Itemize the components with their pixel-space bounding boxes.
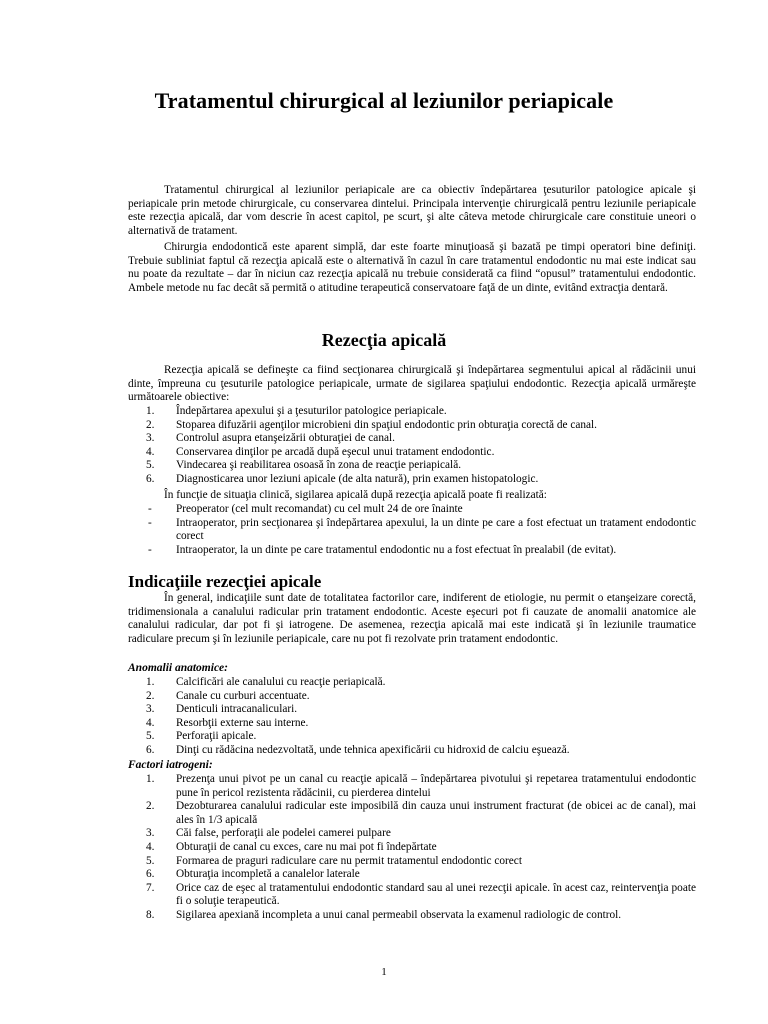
list-item: 5. Formarea de praguri radiculare care nu permit tratamentul endodontic corect (146, 854, 522, 867)
list-item: 6. Dinţi cu rădăcina nedezvoltată, unde tehnica apexificării cu hidroxid de calciu eşuează. (146, 743, 570, 756)
list-item: 2. Canale cu curburi accentuate. (146, 689, 310, 702)
iatrogeni-heading: Factori iatrogeni: (128, 759, 213, 771)
intro-paragraph-1: Tratamentul chirurgical al leziunilor periapicale are ca obiectiv îndepărtarea ţesuturilor patologice apicale şi periapicale prin metode chirurgicale, cu conservarea dintelui. Principala intervenţie chirurgicală pentru leziunile periapicale este rezecţia apicală, dar vom descrie în acest capitol, pe scurt, şi alte câteva metode chirurgicale care constituie uneori o alternativă de tratament. (128, 184, 696, 237)
list-item: - Preoperator (cel mult recomandat) cu cel mult 24 de ore înainte (148, 503, 463, 515)
list-item: 1. Îndepărtarea apexului şi a ţesuturilor patologice periapicale. (146, 405, 447, 417)
page-number: 1 (381, 966, 387, 978)
list-item: 6. Obturaţia incompletă a canalelor laterale (146, 868, 360, 881)
list-item: 6. Diagnosticarea unor leziuni apicale (de alta natură), prin examen histopatologic. (146, 472, 539, 485)
objectives-list (128, 405, 696, 487)
list-item: 2. Dezobturarea canalului radicular este imposibilă din cauza unui instrument fracturat (de obicei ac de canal), mai ales în 1/3 apicală (146, 800, 696, 826)
rezectia-paragraph: Rezecţia apicală se defineşte ca fiind secţionarea chirurgicală şi îndepărtarea segmentului apical al rădăcinii unui dinte, împreuna cu ţesuturile patologice periapicale, urmate de sigilarea spaţiului endodontic. Rezecţia apicală urmăreşte următoarele obiective: (128, 364, 696, 404)
list-item: 8. Sigilarea apexiană incompleta a unui canal permeabil observata la examenul radiologic de control. (146, 908, 622, 921)
sealing-timing-list (128, 503, 696, 557)
page-title: Tratamentul chirurgical al leziunilor periapicale (154, 88, 614, 113)
indicatii-paragraph: În general, indicaţiile sunt date de totalitatea factorilor care, indiferent de etiologie, nu permit o etanşeizare corectă, tridimensionala a canalului radicular prin tratament endodontic. Aceste eşecuri pot fi cauzate de anomalii anatomice ale canalului radicular, dar pot fi şi iatrogene. De asemenea, rezecţia apicală mai este indicată şi în leziunile traumatice radiculare precum şi în leziunile periapicale, care nu pot fi rezolvate prin tratament endodontic. (128, 592, 696, 645)
list-item: 4. Resorbţii externe sau interne. (146, 716, 309, 729)
section-heading-rezectia: Rezecţia apicală (321, 330, 447, 350)
list-item: 7. Orice caz de eşec al tratamentului endodontic standard sau al unei rezecţii apicale. în acest caz, reintervenţia poate fi o soluţie terapeutică. (146, 881, 696, 908)
anomalii-heading: Anomalii anatomice: (128, 662, 228, 674)
list-item: 4. Obturaţii de canal cu exces, care nu mai pot fi îndepărtate (146, 840, 437, 853)
sealing-intro: În funcţie de situaţia clinică, sigilarea apicală după rezecţia apicală poate fi realizată: (164, 489, 547, 501)
list-item: - Intraoperator, prin secţionarea şi îndepărtarea apexului, la un dinte pe care a fost efectuat un tratament endodontic corect (148, 516, 696, 543)
section-heading-indicatii: Indicaţiile rezecţiei apicale (128, 572, 322, 591)
list-item: 3. Căi false, perforaţii ale podelei camerei pulpare (146, 827, 391, 840)
list-item: 1. Prezenţa unui pivot pe un canal cu reacţie apicală – îndepărtarea pivotului şi repetarea tratamentului endodontic pune în pericol rezistenta rădăcinii, cu pierderea dintelui (146, 773, 696, 799)
list-item: 5. Perforaţii apicale. (146, 730, 257, 743)
list-item: 3. Denticuli intracanaliculari. (146, 703, 298, 716)
intro-paragraph-2: Chirurgia endodontică este aparent simplă, dar este foarte minuţioasă şi bazată pe timpi operatori bine definiţi. Trebuie subliniat faptul că rezecţia apicală este o alternativă în cazul în care tratamentul endodontic nu mai este indicat sau nu poate da rezultate – dar în niciun caz rezecţia apicală nu trebuie considerată ca fiind “opusul” tratamentului endodontic. Ambele metode nu fac decât să permită o atitudine terapeutică conservatoare faţă de un dinte, evitând extracţia dentară. (128, 241, 696, 294)
list-item: 2. Stoparea difuzării agenţilor microbieni din spaţiul endodontic prin obturaţia corectă de canal. (146, 418, 597, 431)
list-item: 5. Vindecarea şi reabilitarea osoasă în zona de reacţie periapicală. (146, 459, 462, 472)
list-item: 3. Controlul asupra etanşeizării obturaţiei de canal. (146, 432, 395, 445)
iatrogeni-list (128, 773, 696, 923)
list-item: 1. Calcificări ale canalului cu reacţie periapicală. (146, 676, 386, 688)
anomalii-list (128, 676, 696, 758)
list-item: 4. Conservarea dinţilor pe arcadă după eşecul unui tratament endodontic. (146, 445, 495, 458)
list-item: - Intraoperator, la un dinte pe care tratamentul endodontic nu a fost efectuat în prealabil (de evitat). (148, 543, 617, 556)
